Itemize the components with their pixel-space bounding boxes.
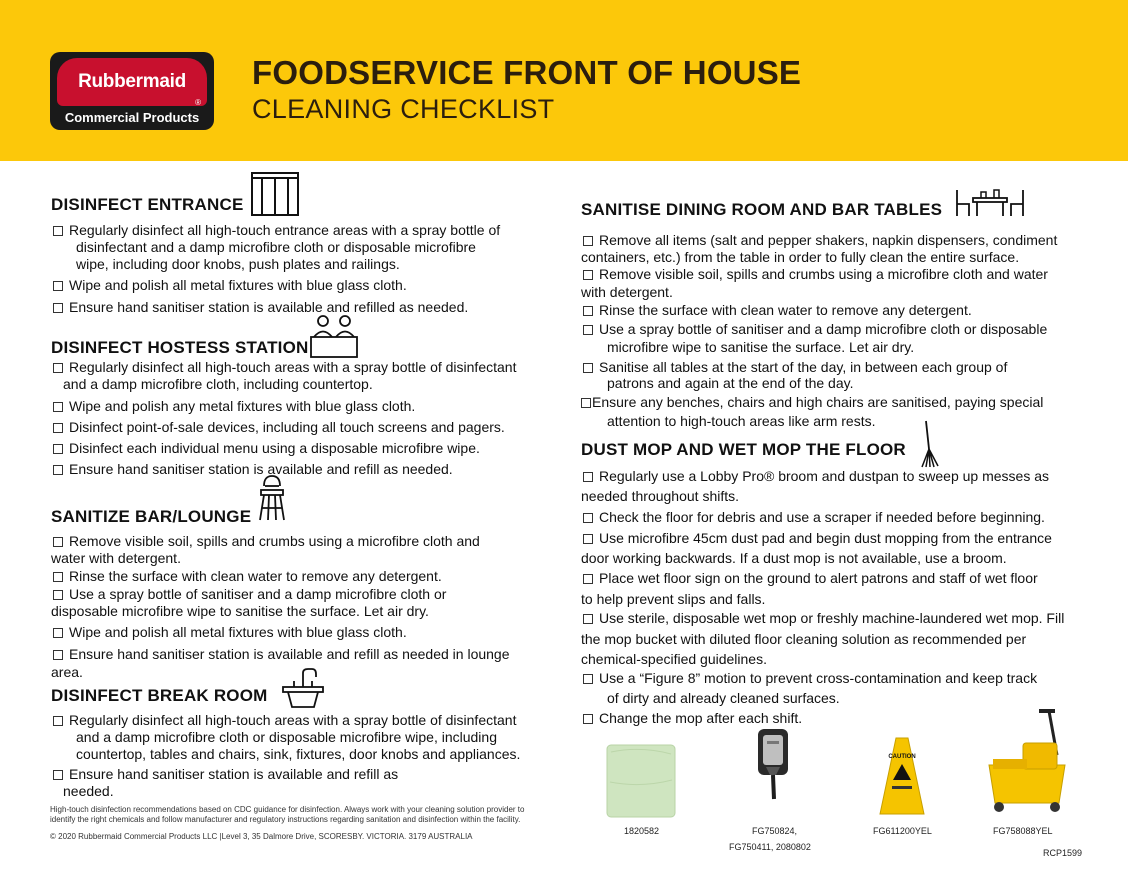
checkbox[interactable] bbox=[53, 402, 63, 412]
page-subtitle: CLEANING CHECKLIST bbox=[252, 94, 555, 124]
bar-item-1-cont: water with detergent. bbox=[51, 550, 181, 566]
floor-item-3: Use microfibre 45cm dust pad and begin dust mopping from the entrance bbox=[583, 530, 1052, 547]
entrance-item-3: Ensure hand sanitiser station is available and refilled as needed. bbox=[53, 299, 468, 316]
bar-item-3: Use a spray bottle of sanitiser and a damp microfibre cloth or bbox=[53, 586, 446, 603]
hostess-item-1: Regularly disinfect all high-touch areas with a spray bottle of disinfectant bbox=[53, 359, 516, 376]
floor-item-1-cont: needed throughout shifts. bbox=[581, 488, 740, 504]
checkbox[interactable] bbox=[53, 628, 63, 638]
checkbox[interactable] bbox=[53, 281, 63, 291]
breakroom-item-2-cont: needed. bbox=[63, 783, 114, 799]
checkbox[interactable] bbox=[583, 614, 593, 624]
bar-heading: SANITIZE BAR/LOUNGE bbox=[51, 507, 252, 526]
revolving-door-icon bbox=[250, 171, 300, 217]
header-banner bbox=[0, 0, 1128, 161]
floor-item-6-cont: of dirty and already cleaned surfaces. bbox=[607, 690, 840, 706]
breakroom-item-1-cont: countertop, tables and chairs, sink, fixtures, door knobs and appliances. bbox=[76, 746, 521, 762]
hostess-item-4: Disinfect each individual menu using a disposable microfibre wipe. bbox=[53, 440, 480, 457]
wet-floor-sign-image bbox=[878, 734, 926, 823]
bar-item-2: Rinse the surface with clean water to remove any detergent. bbox=[53, 568, 442, 585]
rubbermaid-logo bbox=[50, 52, 214, 130]
hostess-item-5: Ensure hand sanitiser station is available and refill as needed. bbox=[53, 461, 453, 478]
floor-item-3-cont: door working backwards. If a dust mop is not available, use a broom. bbox=[581, 550, 1007, 566]
microfibre-cloth-image bbox=[605, 742, 677, 825]
hostess-item-3: Disinfect point-of-sale devices, including all touch screens and pagers. bbox=[53, 419, 505, 436]
dining-item-1-cont: containers, etc.) from the table in order to fully clean the entire surface. bbox=[581, 249, 1020, 265]
checkbox[interactable] bbox=[583, 325, 593, 335]
floor-item-7: Change the mop after each shift. bbox=[583, 710, 802, 727]
checkbox[interactable] bbox=[583, 513, 593, 523]
floor-item-5: Use sterile, disposable wet mop or freshly machine-laundered wet mop. Fill bbox=[583, 610, 1064, 627]
entrance-item-1: Regularly disinfect all high-touch entrance areas with a spray bottle of bbox=[53, 222, 500, 239]
checkbox[interactable] bbox=[53, 465, 63, 475]
breakroom-item-2: Ensure hand sanitiser station is available and refill as bbox=[53, 766, 398, 783]
dining-item-2-cont: with detergent. bbox=[581, 284, 673, 300]
bar-item-5-cont: area. bbox=[51, 664, 83, 680]
checkbox[interactable] bbox=[581, 398, 591, 408]
mop-icon bbox=[914, 419, 944, 469]
breakroom-item-1: Regularly disinfect all high-touch areas with a spray bottle of disinfectant bbox=[53, 712, 516, 729]
floor-item-4: Place wet floor sign on the ground to alert patrons and staff of wet floor bbox=[583, 570, 1038, 587]
checkbox[interactable] bbox=[583, 306, 593, 316]
checkbox[interactable] bbox=[53, 444, 63, 454]
product-code-cloth: 1820582 bbox=[624, 826, 660, 836]
floor-item-5-cont: the mop bucket with diluted floor cleaning solution as recommended per bbox=[581, 631, 1027, 647]
entrance-item-1-cont: disinfectant and a damp microfibre cloth or disposable microfibre bbox=[76, 239, 476, 255]
bar-item-5: Ensure hand sanitiser station is available and refill as needed in lounge bbox=[53, 646, 510, 663]
checkbox[interactable] bbox=[583, 472, 593, 482]
floor-item-1: Regularly use a Lobby Pro® broom and dustpan to sweep up messes as bbox=[583, 468, 1049, 485]
product-code-bucket: FG758088YEL bbox=[993, 826, 1053, 836]
checkbox[interactable] bbox=[53, 537, 63, 547]
checkbox[interactable] bbox=[53, 226, 63, 236]
logo-wordmark: Rubbermaid bbox=[78, 71, 186, 92]
product-code-dispenser-2: FG750411, 2080802 bbox=[729, 842, 811, 852]
hostess-heading: DISINFECT HOSTESS STATION bbox=[51, 338, 309, 357]
breakroom-heading: DISINFECT BREAK ROOM bbox=[51, 686, 268, 705]
footnote-line-1: High-touch disinfection recommendations based on CDC guidance for disinfection. Always work with your cleaning solution provider to bbox=[50, 805, 525, 814]
dining-item-6-cont: attention to high-touch areas like arm rests. bbox=[607, 413, 876, 429]
checkbox[interactable] bbox=[583, 236, 593, 246]
svg-text:CAUTION: CAUTION bbox=[888, 754, 916, 760]
checkbox[interactable] bbox=[583, 674, 593, 684]
floor-item-6: Use a “Figure 8” motion to prevent cross-contamination and keep track bbox=[583, 670, 1037, 687]
checkbox[interactable] bbox=[53, 363, 63, 373]
product-code-sign: FG611200YEL bbox=[873, 826, 932, 836]
dining-item-3: Rinse the surface with clean water to remove any detergent. bbox=[583, 302, 972, 319]
bar-item-4: Wipe and polish all metal fixtures with blue glass cloth. bbox=[53, 624, 407, 641]
document-code: RCP1599 bbox=[1043, 848, 1083, 858]
dining-table-icon bbox=[953, 186, 1027, 218]
product-code-dispenser: FG750824, bbox=[752, 826, 798, 836]
checkbox[interactable] bbox=[583, 363, 593, 373]
bar-item-1: Remove visible soil, spills and crumbs using a microfibre cloth and bbox=[53, 533, 480, 550]
checkbox[interactable] bbox=[583, 534, 593, 544]
dining-item-6: Ensure any benches, chairs and high chairs are sanitised, paying special bbox=[581, 394, 1043, 411]
floor-item-2: Check the floor for debris and use a scraper if needed before beginning. bbox=[583, 509, 1045, 526]
checkbox[interactable] bbox=[583, 270, 593, 280]
checkbox[interactable] bbox=[53, 716, 63, 726]
dining-item-5-cont: patrons and again at the end of the day. bbox=[607, 375, 854, 391]
checkbox[interactable] bbox=[53, 770, 63, 780]
floor-item-5-cont: chemical-specified guidelines. bbox=[581, 651, 767, 667]
logo-subtitle: Commercial Products bbox=[64, 110, 200, 125]
checkbox[interactable] bbox=[53, 650, 63, 660]
mop-bucket-image bbox=[985, 707, 1073, 820]
checkbox[interactable] bbox=[53, 572, 63, 582]
dining-item-1: Remove all items (salt and pepper shakers, napkin dispensers, condiment bbox=[583, 232, 1057, 249]
hostess-station-icon bbox=[309, 313, 359, 359]
page-title: FOODSERVICE FRONT OF HOUSE bbox=[252, 54, 802, 91]
floor-item-4-cont: to help prevent slips and falls. bbox=[581, 591, 766, 607]
hostess-item-1-cont: and a damp microfibre cloth, including countertop. bbox=[63, 376, 373, 392]
checkbox[interactable] bbox=[583, 714, 593, 724]
dining-heading: SANITISE DINING ROOM AND BAR TABLES bbox=[581, 200, 943, 219]
dining-item-5: Sanitise all tables at the start of the day, in between each group of bbox=[583, 359, 1007, 376]
dining-item-4: Use a spray bottle of sanitiser and a damp microfibre cloth or disposable bbox=[583, 321, 1047, 338]
checkbox[interactable] bbox=[53, 590, 63, 600]
entrance-heading: DISINFECT ENTRANCE bbox=[51, 195, 244, 214]
entrance-item-1-cont: wipe, including door knobs, push plates and railings. bbox=[76, 256, 400, 272]
checkbox[interactable] bbox=[583, 574, 593, 584]
bar-item-3-cont: disposable microfibre wipe to sanitise the surface. Let air dry. bbox=[51, 603, 429, 619]
checkbox[interactable] bbox=[53, 423, 63, 433]
entrance-item-2: Wipe and polish all metal fixtures with blue glass cloth. bbox=[53, 277, 407, 294]
copyright: © 2020 Rubbermaid Commercial Products LLC |Level 3, 35 Dalmore Drive, SCORESBY. VICTORIA. 3179 AUSTRALIA bbox=[50, 832, 473, 841]
floor-heading: DUST MOP AND WET MOP THE FLOOR bbox=[581, 440, 906, 459]
footnote-line-2: identify the right chemicals and follow manufacturer and regulatory instructions regarding sanitation and disinfection within the facility. bbox=[50, 815, 521, 824]
logo-registered-mark: ® bbox=[195, 98, 201, 107]
sink-icon bbox=[280, 667, 326, 711]
dining-item-2: Remove visible soil, spills and crumbs using a microfibre cloth and water bbox=[583, 266, 1048, 283]
bar-stool-icon bbox=[258, 474, 286, 522]
dining-item-4-cont: microfibre wipe to sanitise the surface. Let air dry. bbox=[607, 339, 915, 355]
sanitiser-dispenser-image bbox=[752, 727, 794, 806]
logo-red-panel bbox=[57, 58, 207, 106]
hostess-item-2: Wipe and polish any metal fixtures with blue glass cloth. bbox=[53, 398, 415, 415]
breakroom-item-1-cont: and a damp microfibre cloth or disposable microfibre wipe, including bbox=[76, 729, 497, 745]
checkbox[interactable] bbox=[53, 303, 63, 313]
